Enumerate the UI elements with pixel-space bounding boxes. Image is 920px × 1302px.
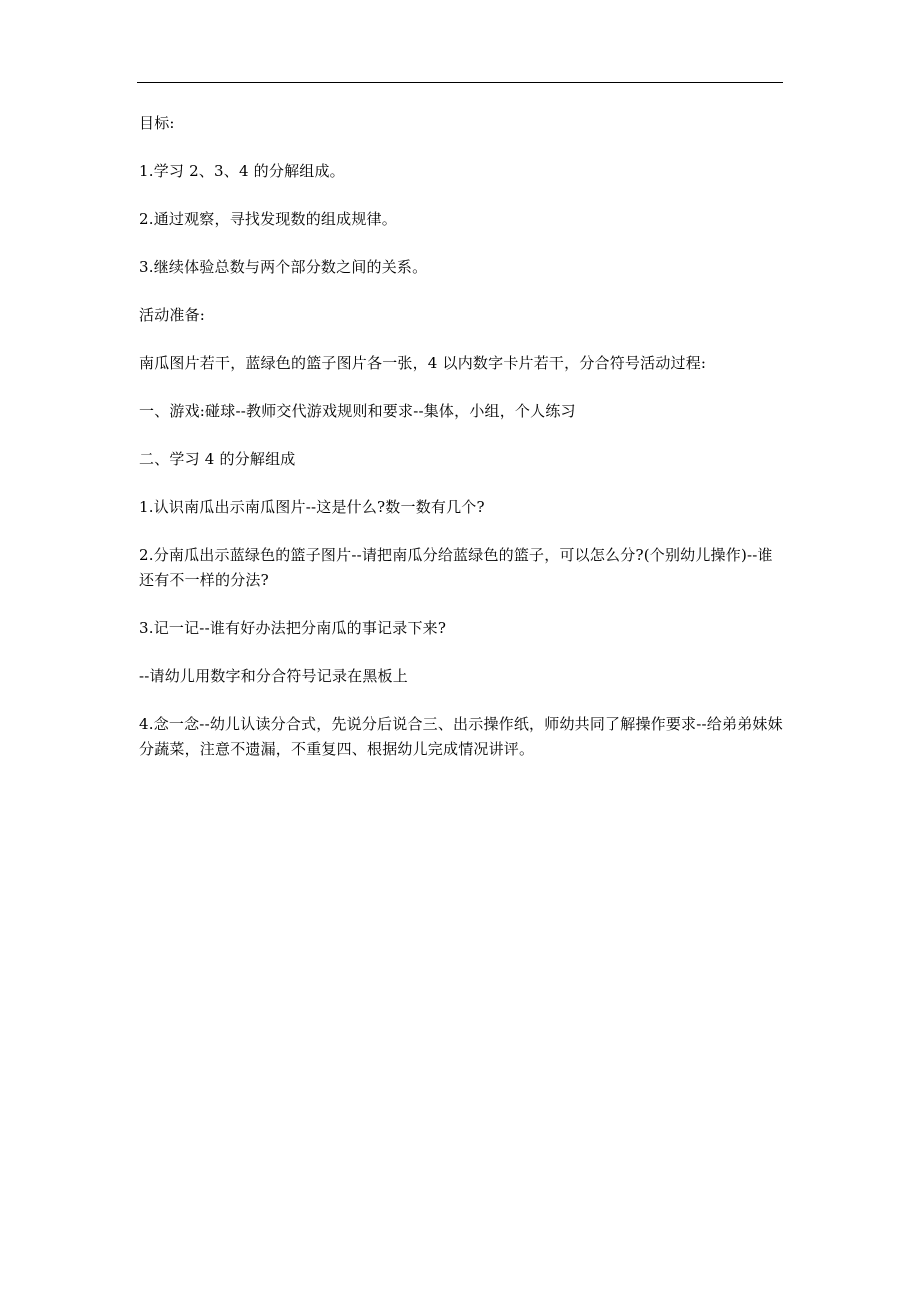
document-body — [139, 111, 787, 762]
step-two-item-3-note: --请幼儿用数字和分合符号记录在黑板上 — [139, 667, 408, 685]
step-two-item-3: 3.记一记--谁有好办法把分南瓜的事记录下来? — [139, 619, 447, 637]
step-two-heading: 二、学习 4 的分解组成 — [139, 450, 296, 468]
heading-goals: 目标: — [139, 114, 175, 132]
preparation-text: 南瓜图片若干，蓝绿色的篮子图片各一张，4 以内数字卡片若干，分合符号活动过程: — [139, 354, 707, 372]
step-two-item-4: 4.念一念--幼儿认读分合式，先说分后说合三、出示操作纸，师幼共同了解操作要求--给弟弟妹妹分蔬菜，注意不遗漏，不重复四、根据幼儿完成情况讲评。 — [139, 715, 783, 758]
goal-item-3: 3.继续体验总数与两个部分数之间的关系。 — [139, 258, 428, 276]
goal-item-1: 1.学习 2、3、4 的分解组成。 — [139, 162, 345, 180]
step-one-game: 一、游戏:碰球--教师交代游戏规则和要求--集体，小组，个人练习 — [139, 402, 576, 420]
step-two-item-2: 2.分南瓜出示蓝绿色的篮子图片--请把南瓜分给蓝绿色的篮子，可以怎么分?(个别幼儿操作)--谁还有不一样的分法? — [139, 546, 773, 589]
step-two-item-1: 1.认识南瓜出示南瓜图片--这是什么?数一数有几个? — [139, 498, 485, 516]
header-rule — [137, 82, 783, 83]
heading-preparation: 活动准备: — [139, 306, 206, 324]
goal-item-2: 2.通过观察，寻找发现数的组成规律。 — [139, 210, 397, 228]
